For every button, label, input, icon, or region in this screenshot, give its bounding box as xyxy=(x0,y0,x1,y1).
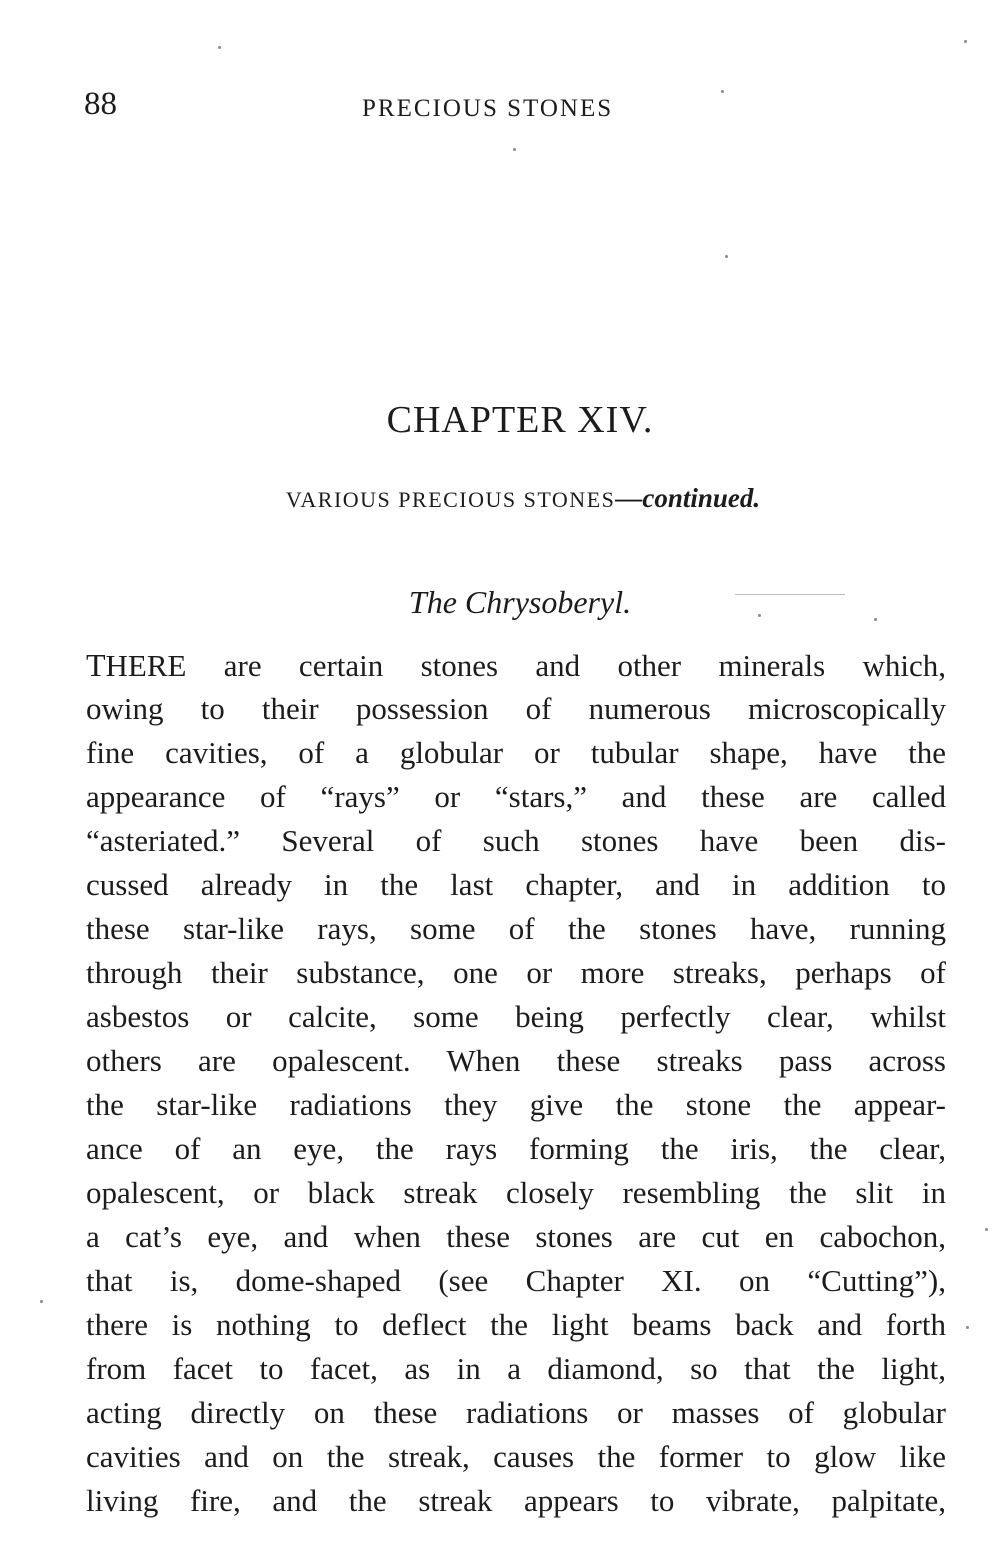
text-line: “asteriated.” Several of such stones have been dis- xyxy=(86,823,946,858)
body-paragraph xyxy=(86,643,946,1523)
scan-speck xyxy=(874,618,877,621)
section-title: The Chrysoberyl. xyxy=(408,584,632,620)
scan-speck xyxy=(513,148,516,151)
chapter-subtitle-main: VARIOUS PRECIOUS STONES xyxy=(285,487,616,512)
text-line: there is nothing to deflect the light beams back and forth xyxy=(86,1307,946,1342)
text-line: others are opalescent. When these streaks pass across xyxy=(86,1043,946,1078)
text-line: acting directly on these radiations or masses of globular xyxy=(86,1395,946,1430)
scan-speck xyxy=(40,1300,43,1303)
text-line: through their substance, one or more streaks, perhaps of xyxy=(86,955,946,990)
scan-speck xyxy=(725,255,728,258)
page-number: 88 xyxy=(84,86,117,122)
text-line: appearance of “rays” or “stars,” and these are called xyxy=(86,779,946,814)
text-line: from facet to facet, as in a diamond, so that the light, xyxy=(86,1351,946,1386)
text-line: fine cavities, of a globular or tubular shape, have the xyxy=(86,735,946,770)
scan-speck xyxy=(966,1326,969,1329)
text-line: THERE are certain stones and other minerals which, xyxy=(86,647,946,683)
text-line: cavities and on the streak, causes the former to glow like xyxy=(86,1439,946,1474)
chapter-title: CHAPTER XIV. xyxy=(386,399,654,441)
text-line: asbestos or calcite, some being perfectly clear, whilst xyxy=(86,999,946,1034)
text-line: a cat’s eye, and when these stones are cut en cabochon, xyxy=(86,1219,946,1254)
text-line: owing to their possession of numerous microscopically xyxy=(86,691,946,726)
scan-speck xyxy=(218,46,221,49)
scan-speck xyxy=(758,614,761,617)
text-line: opalescent, or black streak closely resembling the slit in xyxy=(86,1175,946,1210)
text-line: the star-like radiations they give the stone the appear- xyxy=(86,1087,946,1122)
decorative-rule xyxy=(735,594,845,595)
text-line: these star-like rays, some of the stones have, running xyxy=(86,911,946,946)
scan-speck xyxy=(985,1228,988,1231)
scan-speck xyxy=(964,40,967,43)
text-line: that is, dome-shaped (see Chapter XI. on “Cutting”), xyxy=(86,1263,946,1298)
scan-speck xyxy=(721,90,724,93)
text-line: ance of an eye, the rays forming the iris, the clear, xyxy=(86,1131,946,1166)
chapter-subtitle xyxy=(0,485,1000,512)
text-line: living fire, and the streak appears to vibrate, palpitate, xyxy=(86,1483,946,1518)
chapter-subtitle-continued: —continued. xyxy=(615,483,761,513)
running-title: PRECIOUS STONES xyxy=(362,95,614,122)
text-line: cussed already in the last chapter, and in addition to xyxy=(86,867,946,902)
